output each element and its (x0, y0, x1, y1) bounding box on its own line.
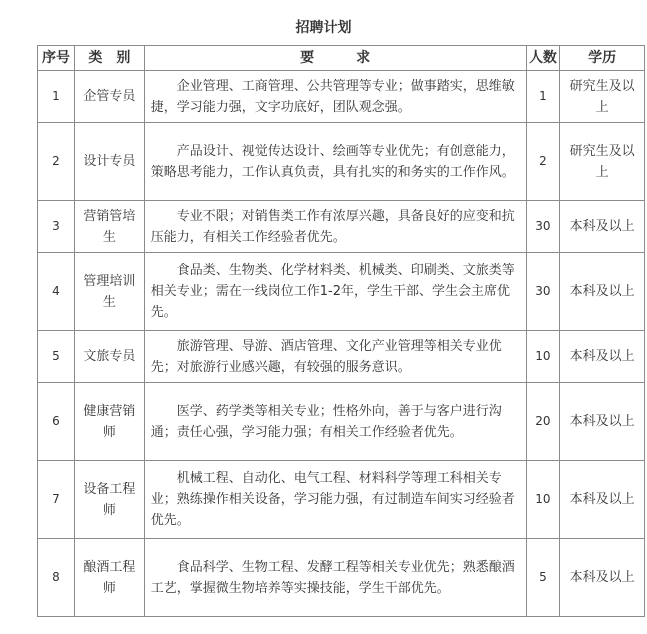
row-category: 管理培训生 (75, 253, 145, 331)
row-count: 10 (526, 331, 560, 383)
row-count: 30 (526, 253, 560, 331)
row-category: 文旅专员 (75, 331, 145, 383)
row-num: 6 (38, 383, 75, 461)
row-category: 设备工程师 (75, 461, 145, 539)
table-row (38, 461, 645, 539)
row-requirement: 食品类、生物类、化学材料类、机械类、印刷类、文旅类等相关专业；需在一线岗位工作1-2年，学生干部、学生会主席优先。 (144, 253, 526, 331)
row-requirement: 企业管理、工商管理、公共管理等专业；做事踏实，思维敏捷，学习能力强，文字功底好，团队观念强。 (144, 71, 526, 123)
row-education: 本科及以上 (560, 253, 645, 331)
row-count: 2 (526, 123, 560, 201)
row-num: 2 (38, 123, 75, 201)
row-education: 研究生及以上 (560, 123, 645, 201)
row-requirement: 专业不限；对销售类工作有浓厚兴趣，具备良好的应变和抗压能力，有相关工作经验者优先。 (144, 201, 526, 253)
table-row (38, 253, 645, 331)
row-education: 本科及以上 (560, 383, 645, 461)
row-count: 20 (526, 383, 560, 461)
header-num: 序号 (38, 46, 75, 71)
table-row (38, 539, 645, 617)
header-requirement: 要 求 (144, 46, 526, 71)
row-requirement: 食品科学、生物工程、发酵工程等相关专业优先；熟悉酿酒工艺，掌握微生物培养等实操技能，学生干部优先。 (144, 539, 526, 617)
row-num: 3 (38, 201, 75, 253)
row-count: 10 (526, 461, 560, 539)
table-row (38, 331, 645, 383)
row-category: 酿酒工程师 (75, 539, 145, 617)
row-count: 30 (526, 201, 560, 253)
row-count: 1 (526, 71, 560, 123)
row-education: 本科及以上 (560, 461, 645, 539)
row-num: 5 (38, 331, 75, 383)
row-education: 本科及以上 (560, 539, 645, 617)
table-row (38, 71, 645, 123)
header-education: 学历 (560, 46, 645, 71)
row-requirement: 机械工程、自动化、电气工程、材料科学等理工科相关专业；熟练操作相关设备，学习能力强，有过制造车间实习经验者优先。 (144, 461, 526, 539)
row-category: 设计专员 (75, 123, 145, 201)
table-row (38, 201, 645, 253)
row-requirement: 产品设计、视觉传达设计、绘画等专业优先；有创意能力，策略思考能力，工作认真负责，具有扎实的和务实的工作作风。 (144, 123, 526, 201)
page-title: 招聘计划 (295, 20, 352, 36)
row-num: 7 (38, 461, 75, 539)
table-header-row (38, 46, 645, 71)
recruitment-table (37, 45, 645, 617)
row-category: 营销管培生 (75, 201, 145, 253)
header-category: 类 别 (75, 46, 145, 71)
row-education: 研究生及以上 (560, 71, 645, 123)
row-education: 本科及以上 (560, 331, 645, 383)
row-requirement: 旅游管理、导游、酒店管理、文化产业管理等相关专业优先；对旅游行业感兴趣，有较强的服务意识。 (144, 331, 526, 383)
row-num: 1 (38, 71, 75, 123)
table-row (38, 123, 645, 201)
row-num: 4 (38, 253, 75, 331)
row-category: 健康营销师 (75, 383, 145, 461)
row-num: 8 (38, 539, 75, 617)
row-education: 本科及以上 (560, 201, 645, 253)
row-category: 企管专员 (75, 71, 145, 123)
row-count: 5 (526, 539, 560, 617)
row-requirement: 医学、药学类等相关专业；性格外向，善于与客户进行沟通；责任心强，学习能力强；有相关工作经验者优先。 (144, 383, 526, 461)
header-count: 人数 (526, 46, 560, 71)
table-row (38, 383, 645, 461)
